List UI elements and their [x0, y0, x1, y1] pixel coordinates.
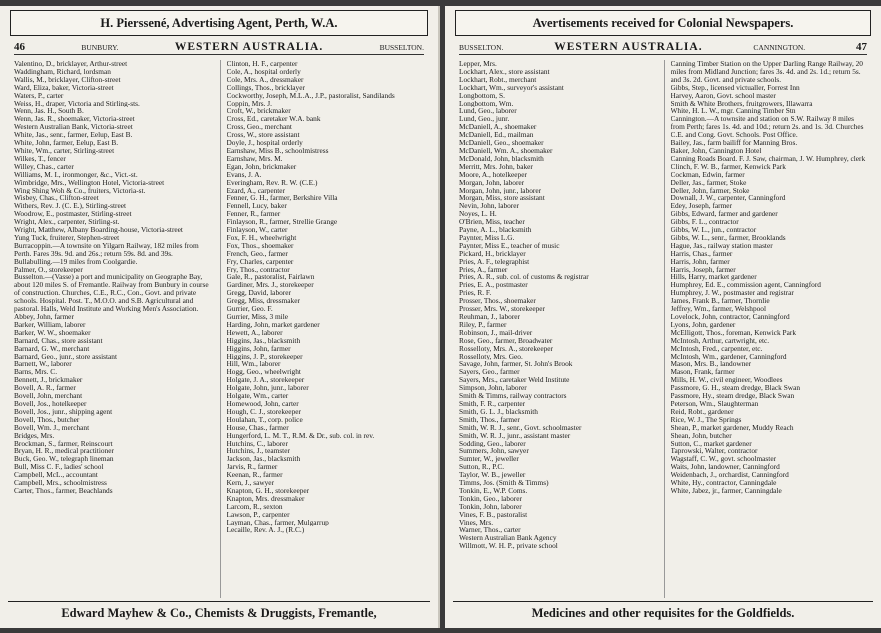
directory-entry: Harris, John, farmer	[670, 257, 730, 266]
directory-entry: McElligott, Thos., foreman, Kenwick Park	[670, 328, 796, 337]
left-running-head	[14, 40, 424, 55]
directory-entry: Smith & Timms, railway contractors	[459, 392, 567, 400]
directory-entry: Rosselloty, Mrs. Geo.	[459, 352, 523, 361]
directory-entry: Cross, W., store assistant	[226, 131, 300, 140]
directory-entry: Evans, J. A.	[226, 170, 262, 179]
directory-entry: Baker, John, Cannington Hotel	[670, 146, 762, 155]
directory-entry: James, Frank B., farmer, Thornlie	[670, 297, 770, 306]
directory-entry: Fox, F. H., wheelwright	[226, 233, 297, 242]
directory-entry: Humphrey, J. W., postmaster and registrar	[670, 289, 794, 298]
directory-entry: Pries, R. F.	[459, 289, 492, 298]
directory-entry: Clinton, H. F., carpenter	[226, 60, 298, 68]
directory-entry: Egan, John, brickmaker	[226, 162, 297, 171]
directory-entry: Prosser, Thos., shoemaker	[459, 297, 536, 306]
left-page-number: 46	[14, 41, 25, 53]
left-banner: H. Pierssené, Advertising Agent, Perth, W.A.	[10, 10, 428, 36]
directory-entry: McIntosh, Arthur, cartwright, etc.	[670, 336, 770, 345]
directory-entry: Carter, Thos., farmer, Beachlands	[14, 486, 113, 495]
directory-entry: Passmore, G. H., steam dredge, Black Swan	[670, 384, 801, 393]
directory-entry: Edey, Joseph, farmer	[670, 202, 733, 211]
directory-entry: White, Wm., carter, Stirling-street	[14, 146, 115, 155]
directory-entry: Keenan, R., farmer	[226, 471, 283, 480]
directory-entry: Hague, Jas., railway station master	[670, 241, 773, 250]
directory-entry: Bridges, Mrs.	[14, 431, 55, 440]
directory-entry: Lockhart, Robt., merchant	[459, 75, 537, 84]
directory-entry: Harris, Chas., farmer	[670, 249, 733, 258]
directory-entry: Cannington.—A townsite and station on S.W. Railway 8 miles from Perth; fares 1s. 4d. and 10d.; return 2s. and 1s. 3d. Churches C.E. and Cong. Govt. Schools. Post Office.	[670, 115, 864, 140]
directory-entry: Sayers, Geo., farmer	[459, 368, 520, 377]
directory-entry: Lovelock, John, contractor, Canningford	[670, 313, 790, 321]
directory-entry: White, Hy., contractor, Canningdale	[670, 479, 777, 487]
right-column-2	[664, 60, 868, 598]
directory-entry: Pries, E. A., postmaster	[459, 281, 528, 290]
directory-entry: Bennett, J., brickmaker	[14, 376, 83, 385]
directory-entry: Jarvis, R., farmer	[226, 463, 278, 472]
directory-entry: Weidenbach, J., orchardist, Canningford	[670, 471, 789, 480]
directory-entry: Prosser, Mrs. W., storekeeper	[459, 305, 545, 313]
directory-entry: Willey, Chas., carter	[14, 162, 74, 171]
right-page-number: 47	[856, 41, 867, 53]
directory-entry: Mason, Mrs. B., landowner	[670, 360, 752, 369]
directory-entry: Gibbs, F. L., contractor	[670, 218, 739, 227]
directory-entry: McDaniell, Wm. A., shoemaker	[459, 146, 553, 155]
directory-entry: Barnett, W., laborer	[14, 360, 72, 369]
directory-entry: Tonkin, Geo., laborer	[459, 494, 522, 503]
directory-entry: Holgate, John, junr., laborer	[226, 384, 309, 393]
directory-entry: Morgan, Miss, store assistant	[459, 194, 545, 203]
directory-entry: Western Australian Bank, Victoria-street	[14, 123, 133, 132]
directory-entry: Gibbs, W. L., senr., farmer, Brooklands	[670, 233, 786, 242]
directory-entry: Smith, W. R. J., junr., assistant master	[459, 431, 571, 440]
left-column-2	[220, 60, 425, 598]
directory-entry: Palmer, O., storekeeper	[14, 265, 83, 274]
directory-entry: Passmore, Hy., steam dredge, Black Swan	[670, 392, 795, 400]
directory-entry: Sayers, Mrs., caretaker Weld Institute	[459, 376, 570, 385]
directory-entry: Downall, J. W., carpenter, Canningford	[670, 194, 786, 203]
directory-entry: Gale, R., pastoralist, Fairlawn	[226, 273, 315, 282]
directory-entry: Smith, F. R., carpenter	[459, 399, 526, 408]
directory-entry: Bovell, Wm. J., merchant	[14, 423, 90, 432]
directory-entry: Gurrier, Miss, 3 mile	[226, 313, 289, 321]
directory-entry: Wagstaff, C. W., govt. schoolmaster	[670, 455, 777, 464]
directory-entry: Longbottom, Wm.	[459, 99, 514, 108]
directory-entry: Hutchins, C., laborer	[226, 439, 288, 448]
directory-entry: Gibbs, Edward, farmer and gardener	[670, 210, 778, 219]
directory-entry: Summers, John, sawyer	[459, 447, 529, 456]
directory-entry: McDaniell, A., shoemaker	[459, 123, 537, 132]
directory-entry: Smith, Thos., farmer	[459, 415, 520, 424]
directory-entry: Lund, Geo., laborer	[459, 107, 517, 116]
directory-entry: Wenn, Jas. H., South B.	[14, 107, 84, 116]
right-running-head	[459, 40, 867, 55]
directory-entry: Paynter, Miss L.G.	[459, 233, 515, 242]
left-columns	[14, 60, 424, 598]
directory-entry: McDaniell, Ed., mailman	[459, 131, 534, 140]
directory-entry: Lawson, P., carpenter	[226, 510, 290, 519]
directory-entry: Holgate, Wm., carter	[226, 392, 289, 400]
directory-entry: Knapton, Mrs. dressmaker	[226, 494, 305, 503]
directory-entry: Bullabulling.—19 miles from Coolgardie.	[14, 257, 138, 266]
directory-entry: Weiss, H., draper, Victoria and Stirling-sts.	[14, 99, 140, 108]
directory-entry: Higgins, Jas., blacksmith	[226, 336, 301, 345]
directory-entry: Finlayson, W., carter	[226, 226, 288, 234]
right-footer: Medicines and other requisites for the Goldfields.	[453, 601, 873, 624]
directory-entry: O'Brien, Miss, teacher	[459, 218, 525, 227]
directory-entry: Hough, C. J., storekeeper	[226, 407, 301, 416]
directory-entry: Lecaille, Rev. A. J., (R.C.)	[226, 526, 305, 535]
directory-entry: Hewett, A., laborer	[226, 328, 283, 337]
directory-entry: Wright, Matthew, Albany Boarding-house, Victoria-street	[14, 226, 183, 234]
directory-entry: Smith, W. R. J., senr., Govt. schoolmaster	[459, 423, 582, 432]
directory-entry: Wilkes, T., fencer	[14, 154, 66, 163]
directory-entry: Barnard, Geo., junr., store assistant	[14, 352, 117, 361]
directory-entry: Brockman, S., farmer, Reinscourt	[14, 439, 113, 448]
directory-entry: Fry, Charles, carpenter	[226, 257, 294, 266]
directory-entry: Houlahan, T., corp. police	[226, 415, 303, 424]
directory-entry: Larcom, R., sexton	[226, 502, 283, 511]
directory-entry: Savage, John, farmer, St. John's Brook	[459, 360, 573, 369]
directory-entry: Wallis, M., bricklayer, Clifton-street	[14, 75, 121, 84]
directory-entry: Withers, Rev. J. (C. E.), Stirling-street	[14, 202, 127, 211]
directory-entry: Cross, Geo., merchant	[226, 123, 292, 132]
directory-entry: McDonald, John, blacksmith	[459, 154, 544, 163]
directory-entry: Timms, Jos. (Smith & Timms)	[459, 479, 549, 487]
directory-entry: Gurrier, Geo. F.	[226, 305, 273, 313]
directory-entry: Waits, John, landowner, Canningford	[670, 463, 780, 472]
directory-entry: Bovell, John, merchant	[14, 392, 83, 400]
directory-entry: Fenner, R., farmer	[226, 210, 281, 219]
directory-entry: Hill, Wm., laborer	[226, 360, 281, 369]
directory-entry: Barker, W. W., shoemaker	[14, 328, 91, 337]
directory-entry: Deller, John, farmer, Stoke	[670, 186, 750, 195]
directory-entry: Waddingham, Richard, lordsman	[14, 67, 111, 76]
right-running-right: CANNINGTON.	[753, 42, 806, 52]
directory-entry: Everingham, Rev. R. W. (C.E.)	[226, 178, 318, 187]
directory-entry: Lockhart, Alex., store assistant	[459, 67, 550, 76]
directory-entry: Riley, P., farmer	[459, 320, 507, 329]
directory-entry: White, Jas., senr., farmer, Eelup, East B.	[14, 131, 133, 140]
directory-entry: Pries, A. R., sub. col. of customs & registrar	[459, 273, 589, 282]
directory-entry: White, Jabez, jr., farmer, Canningdale	[670, 486, 782, 495]
directory-entry: Rose, Geo., farmer, Broadwater	[459, 336, 553, 345]
directory-entry: Clinch, F. W. B., farmer, Kenwick Park	[670, 162, 786, 171]
directory-entry: Gardiner, Mrs. J., storekeeper	[226, 281, 314, 290]
directory-entry: White, John, farmer, Eelup, East B.	[14, 139, 119, 147]
directory-entry: Ward, Eliza, baker, Victoria-street	[14, 83, 114, 92]
directory-entry: Pries, A. F., telegraphist	[459, 257, 530, 266]
directory-entry: Tonkin, John, laborer	[459, 502, 522, 511]
directory-entry: Waters, P., carter	[14, 91, 64, 100]
directory-entry: Bovell, A. R., farmer	[14, 384, 76, 393]
directory-entry: Payne, A. L., blacksmith	[459, 226, 532, 234]
directory-entry: Pries, A., farmer	[459, 265, 508, 274]
directory-entry: Paynter, Miss E., teacher of music	[459, 241, 560, 250]
directory-entry: Homewood, John, carter	[226, 399, 299, 408]
left-running-right: BUSSELTON.	[379, 42, 424, 52]
directory-entry: Wing Shing Woh & Co., fruiters, Victoria-st.	[14, 186, 146, 195]
directory-entry: McDaniell, Geo., shoemaker	[459, 139, 544, 147]
directory-entry: Reuhman, J., laborer	[459, 313, 520, 321]
directory-entry: Wright, Alex., carpenter, Stirling-st.	[14, 218, 120, 227]
directory-entry: Pickard, H., bricklayer	[459, 249, 526, 258]
directory-entry: Gregg, David, laborer	[226, 289, 291, 298]
directory-entry: Knapton, G. H., storekeeper	[226, 486, 310, 495]
directory-entry: Cockman, Edwin, farmer	[670, 170, 745, 179]
right-running-center: WESTERN AUSTRALIA.	[554, 41, 703, 53]
directory-entry: Simpson, John, laborer	[459, 384, 527, 393]
directory-entry: Taylor, W. B., jeweller	[459, 471, 526, 480]
directory-entry: Yung Tuck, fruiterer, Stephen-street	[14, 233, 120, 242]
directory-entry: Merritt, Mrs. John, baker	[459, 162, 533, 171]
directory-entry: Cross, Ed., caretaker W.A. bank	[226, 115, 321, 124]
directory-entry: Rosselloty, Mrs. A., storekeeper	[459, 344, 553, 353]
directory-entry: Collings, Thos., bricklayer	[226, 83, 305, 92]
directory-entry: Cockworthy, Joseph, M.L.A., J.P., pastoralist, Sandilands	[226, 91, 395, 100]
directory-entry: Taprowski, Walter, contractor	[670, 447, 758, 456]
directory-entry: Jeffrey, Wm., farmer, Welshpool	[670, 305, 767, 313]
directory-entry: Humphrey, Ed. E., commission agent, Canningford	[670, 281, 821, 290]
directory-entry: Morgan, John, junr., laborer	[459, 186, 542, 195]
directory-entry: Hogg, Geo., wheelwright	[226, 368, 301, 377]
directory-entry: Williams, M. I., ironmonger, &c., Vict.-st.	[14, 170, 138, 179]
directory-entry: Higgins, J. P., storekeeper	[226, 352, 303, 361]
directory-entry: Buck, Geo. W., telegraph lineman	[14, 455, 114, 464]
directory-entry: Wenn, Jas. R., shoemaker, Victoria-street	[14, 115, 135, 124]
directory-entry: Campbell, Mrs., schoolmistress	[14, 479, 107, 487]
directory-entry: Jackson, Jas., blacksmith	[226, 455, 301, 464]
directory-entry: Vines, Mrs.	[459, 518, 494, 527]
directory-entry: McIntosh, Wm., gardener, Canningford	[670, 352, 787, 361]
directory-entry: Harvey, Aaron, Govt. school master	[670, 91, 776, 100]
right-running-left: BUSSELTON.	[459, 42, 504, 52]
directory-entry: Moore, A., hotelkeeper	[459, 170, 527, 179]
directory-entry: Shean, John, butcher	[670, 431, 732, 440]
directory-entry: Sodding, Geo., laborer	[459, 439, 526, 448]
directory-entry: Finlayson, R., farmer, Strellie Grange	[226, 218, 338, 227]
directory-entry: Wimbridge, Mrs., Wellington Hotel, Victoria-street	[14, 178, 165, 187]
directory-entry: Layman, Chas., farmer, Mulgarrup	[226, 518, 329, 527]
directory-entry: House, Chas., farmer	[226, 423, 289, 432]
directory-entry: Canning Timber Station on the Upper Darling Range Railway, 20 miles from Midland Junction; fares 3s. 4d. and 2s. 1d.; return 5s. and 3s. 2d. Govt. and private schools.	[670, 60, 863, 84]
directory-entry: Gibbs, W. L., jun., contractor	[670, 226, 757, 234]
directory-entry: Wisbey, Chas., Clifton-street	[14, 194, 99, 203]
directory-entry: Bovell, Jos., junr., shipping agent	[14, 407, 113, 416]
directory-entry: Barnard, G. W., merchant	[14, 344, 90, 353]
directory-entry: Western Australian Bank Agency	[459, 534, 557, 543]
directory-entry: Cole, Mrs. A., dressmaker	[226, 75, 304, 84]
directory-entry: Lepper, Mrs.	[459, 60, 497, 68]
directory-entry: Hutchins, J., teamster	[226, 447, 290, 456]
directory-entry: Lund, Geo., junr.	[459, 115, 510, 124]
directory-entry: Coppin, Mrs. J.	[226, 99, 272, 108]
directory-entry: Burracoppin.—A townsite on Yilgarn Railway, 182 miles from Perth. Fares 39s. 9d. and 26s.; return 59s. 8d. and 39s.	[14, 241, 199, 258]
left-footer: Edward Mayhew & Co., Chemists & Druggists, Fremantle,	[8, 601, 430, 624]
left-running-center: WESTERN AUSTRALIA.	[174, 41, 324, 53]
directory-entry: Ezard, A., carpenter	[226, 186, 286, 195]
left-column-1	[14, 60, 212, 598]
directory-entry: Warner, Thos., carter	[459, 526, 521, 535]
directory-entry: Fenner, G. H., farmer, Berkshire Villa	[226, 194, 338, 203]
directory-entry: Vines, F. B., pastoralist	[459, 510, 528, 519]
right-columns	[459, 60, 867, 598]
directory-entry: Smith, G. L. J., blacksmith	[459, 407, 538, 416]
directory-entry: Harding, John, market gardener	[226, 320, 320, 329]
directory-entry: Mills, H. W., civil engineer, Woodlees	[670, 376, 783, 385]
directory-entry: Fry, Thos., contractor	[226, 265, 290, 274]
directory-entry: Bryan, H. R., medical practitioner	[14, 447, 114, 456]
directory-entry: Rice, W. J., The Springs	[670, 415, 742, 424]
directory-entry: Deller, Jas., farmer, Stoke	[670, 178, 747, 187]
directory-entry: Tonkin, E., W.P. Coms.	[459, 486, 528, 495]
directory-entry: Kern, J., sawyer	[226, 479, 275, 487]
directory-entry: Harris, Joseph, farmer	[670, 265, 736, 274]
directory-entry: Sutton, R., P.C.	[459, 463, 505, 472]
directory-entry: Robinson, J., mail-driver	[459, 328, 533, 337]
directory-entry: Barker, William, laborer	[14, 320, 86, 329]
directory-entry: Longbottom, S.	[459, 91, 505, 100]
directory-entry: Sumter, W., jeweller	[459, 455, 519, 464]
directory-entry: Fennell, Lucy, baker	[226, 202, 287, 211]
directory-entry: Shean, P., market gardener, Muddy Reach	[670, 423, 794, 432]
directory-entry: McIntosh, Fred., carpenter, etc.	[670, 344, 763, 353]
directory-entry: Woodrow, E., postmaster, Stirling-street	[14, 210, 132, 219]
directory-entry: Sutton, C., market gardener	[670, 439, 752, 448]
directory-entry: Earnshaw, Mrs. M.	[226, 154, 283, 163]
directory-entry: Gibbs, Step., licensed victualler, Forrest Inn	[670, 83, 800, 92]
directory-entry: Hungerford, L. M. T., R.M. & Dr., sub. col. in rev.	[226, 431, 375, 440]
directory-entry: Holgate, J. A., storekeeper	[226, 376, 305, 385]
directory-entry: Valentino, D., bricklayer, Arthur-street	[14, 60, 128, 68]
directory-entry: Barnard, Chas., store assistant	[14, 336, 103, 345]
directory-entry: Smith & White Brothers, fruitgrowers, Illawarra	[670, 99, 813, 108]
directory-entry: Bovell, Thos., butcher	[14, 415, 80, 424]
directory-entry: Earnshaw, Miss B., schoolmistress	[226, 146, 329, 155]
directory-entry: Reid, Robt., gardener	[670, 407, 734, 416]
directory-entry: Busselton.—(Vasse) a port and municipality on Geographe Bay, about 120 miles S. of Fremantle. Railway from Bunbury in course of construction. Churches, C.E., R.C., Con., Govt. and private schools. Hospital. Post. T., M.O.O. and S.B. Agricultural and pastoral. Halls, Weld Institute and Working Men's Association.	[14, 273, 209, 313]
directory-entry: Mason, Frank, farmer	[670, 368, 735, 377]
directory-entry: Gregg, Miss, dressmaker	[226, 297, 300, 306]
directory-entry: Doyle, J., hospital orderly	[226, 139, 303, 147]
directory-entry: Barns, Mrs. C.	[14, 368, 58, 377]
directory-entry: Lyons, John, gardener	[670, 320, 736, 329]
directory-entry: Canning Roads Board. F. J. Saw, chairman, J. W. Humphrey, clerk	[670, 154, 866, 163]
directory-entry: Nevin, John, laborer	[459, 202, 519, 211]
right-page	[445, 6, 881, 628]
directory-entry: White, H. L. W., mgr. Canning Timber Stn	[670, 107, 796, 116]
left-page	[0, 6, 440, 628]
directory-entry: Bull, Miss C. F., ladies' school	[14, 463, 104, 472]
directory-entry: Bovell, Jos., hotelkeeper	[14, 399, 87, 408]
directory-entry: Campbell, McL., accountant	[14, 471, 98, 480]
directory-entry: Bailey, Jas., farm bailiff for Manning Bros.	[670, 139, 798, 147]
directory-entry: Peterson, Wm., Slaughterman	[670, 399, 759, 408]
directory-entry: Croft, W., brickmaker	[226, 107, 291, 116]
directory-entry: Willmott, W. H. P., private school	[459, 542, 558, 551]
directory-entry: Higgins, John, farmer	[226, 344, 291, 353]
directory-entry: Cole, A., hospital orderly	[226, 67, 301, 76]
left-running-left: BUNBURY.	[81, 42, 119, 52]
directory-entry: Hills, Harry, market gardener	[670, 273, 757, 282]
directory-entry: Fox, Thos., shoemaker	[226, 241, 294, 250]
directory-entry: Abbey, John, farmer	[14, 313, 74, 321]
right-column-1	[459, 60, 656, 598]
right-banner: Avertisements received for Colonial Newspapers.	[455, 10, 871, 36]
directory-entry: Noyes, L. H.	[459, 210, 497, 219]
directory-entry: French, Geo., farmer	[226, 249, 288, 258]
directory-entry: Lockhart, Wm., surveyor's assistant	[459, 83, 564, 92]
directory-entry: Morgan, John, laborer	[459, 178, 525, 187]
